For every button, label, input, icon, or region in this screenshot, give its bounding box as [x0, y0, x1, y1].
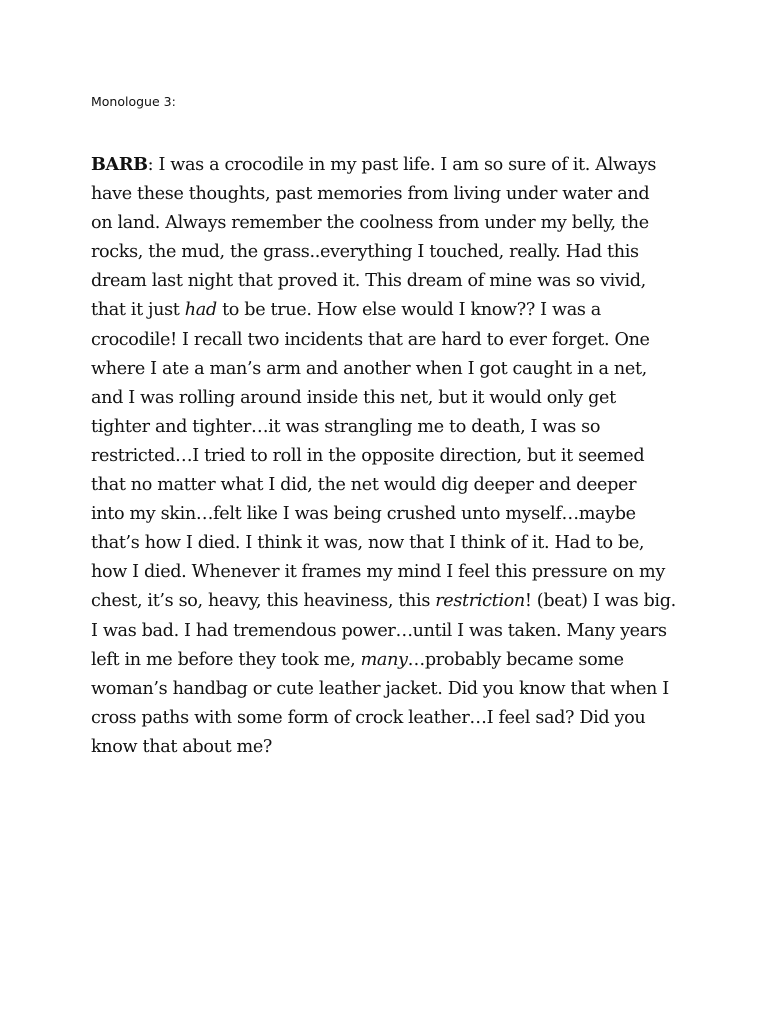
monologue-line: on land. Always remember the coolness from under my belly, the [91, 213, 649, 234]
monologue-line [91, 646, 691, 675]
monologue-line: dream last night that proved it. This dream of mine was so vivid, [91, 271, 646, 292]
monologue-line: that no matter what I did, the net would dig deeper and deeper [91, 475, 637, 496]
monologue-line: I was bad. I had tremendous power…until I was taken. Many years [91, 620, 667, 641]
monologue-line: where I ate a man’s arm and another when I got caught in a net, [91, 358, 647, 379]
line-text: I was a crocodile in my past life. I am so sure of it. Always [158, 155, 657, 175]
speaker-name: BARB [91, 154, 148, 175]
monologue-line [91, 150, 691, 180]
emphasis-text: had [184, 300, 217, 321]
monologue-line: how I died. Whenever it frames my mind I feel this pressure on my [91, 562, 665, 583]
line-text: …probably became some [407, 649, 624, 670]
monologue-line [91, 296, 691, 325]
monologue-line: rocks, the mud, the grass..everything I touched, really. Had this [91, 242, 639, 263]
monologue-line: woman’s handbag or cute leather jacket. Did you know that when I [91, 678, 669, 699]
line-text: ! (beat) I was big. [524, 591, 676, 612]
emphasis-text: restriction [435, 591, 525, 612]
monologue-line: that’s how I died. I think it was, now that I think of it. Had to be, [91, 533, 645, 554]
line-text: that it just [91, 300, 185, 321]
line-text: chest, it’s so, heavy, this heaviness, this [91, 591, 436, 612]
monologue-line: restricted…I tried to roll in the opposite direction, but it seemed [91, 445, 645, 466]
monologue-line: have these thoughts, past memories from living under water and [91, 184, 650, 205]
line-text: left in me before they took me, [91, 649, 361, 670]
monologue-line: know that about me? [91, 736, 273, 757]
speaker-separator: : [147, 155, 159, 175]
monologue-line: and I was rolling around inside this net, but it would only get [91, 387, 616, 408]
monologue-text [91, 150, 691, 762]
monologue-heading: Monologue 3: [91, 94, 176, 109]
monologue-line: crocodile! I recall two incidents that are hard to ever forget. One [91, 329, 650, 350]
monologue-line [91, 587, 691, 616]
monologue-line: into my skin…felt like I was being crushed unto myself…maybe [91, 504, 636, 525]
monologue-line: tighter and tighter…it was strangling me to death, I was so [91, 416, 601, 437]
line-text: to be true. How else would I know?? I was a [216, 300, 601, 321]
monologue-line: cross paths with some form of crock leather…I feel sad? Did you [91, 707, 646, 728]
emphasis-text: many [360, 649, 408, 670]
